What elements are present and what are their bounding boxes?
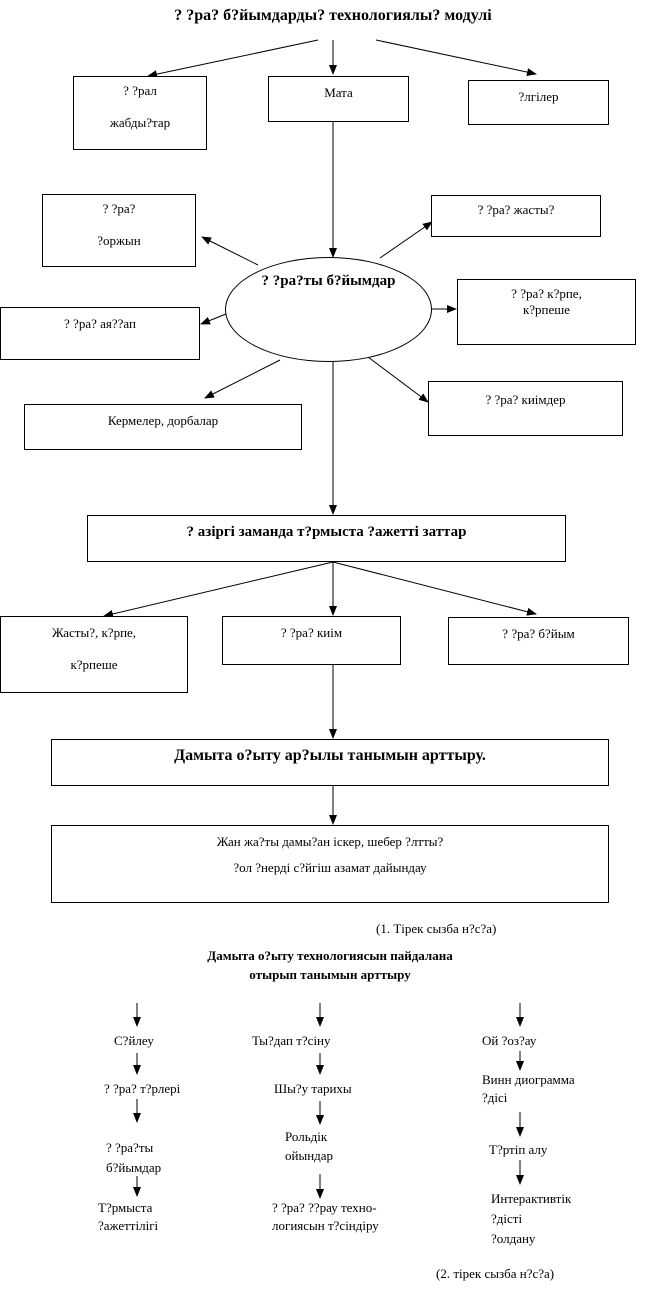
col2-listening: Ты?дап т?сіну (252, 1033, 331, 1048)
cushions-line-1: Жасты?, к?рпе, (51, 625, 137, 640)
patchwork-clothing-box: ? ?ра? киім (222, 616, 401, 665)
col1-types: ? ?ра? т?рлері (104, 1081, 181, 1096)
heading-2-line-1: Дамыта о?ыту технологиясын пайдалана (207, 948, 453, 963)
col3-order: Т?ртіп алу (489, 1142, 548, 1157)
col1-items-2: б?йымдар (106, 1160, 162, 1175)
blanket-line-2: к?рпеше (522, 302, 571, 317)
caption-1: (1. Тірек сызба н?с?а) (376, 921, 497, 936)
developmental-learning-box: Дамыта о?ыту ар?ылы танымын арттыру. (51, 739, 609, 786)
blanket-line-1: ? ?ра? к?рпе, (511, 286, 582, 301)
cushions-box (0, 616, 188, 693)
modern-items-box: ? азіргі заманда т?рмыста ?ажетті заттар (87, 515, 566, 562)
col3-venn-1: Винн диограмма (482, 1072, 575, 1087)
col1-needs-2: ?ажеттілігі (98, 1218, 159, 1233)
arrow-center-to-left1 (202, 237, 258, 265)
center-line-2: б?йымдар (326, 273, 396, 289)
col1-needs-1: Т?рмыста (98, 1200, 153, 1215)
col1-speaking: С?йлеу (114, 1033, 154, 1048)
goal-line-1: Жан жа?ты дамы?ан іскер, шебер ?лтты? (216, 834, 444, 849)
col1-items-1: ? ?ра?ты (106, 1140, 154, 1155)
col3-venn-2: ?дісі (482, 1090, 508, 1105)
arrow-middle-to-right (333, 562, 536, 614)
bag-line-1: ? ?ра? (102, 201, 136, 216)
fabric-box: Мата (268, 76, 409, 122)
center-node (225, 257, 432, 362)
col2-history: Шы?у тарихы (274, 1081, 352, 1096)
col3-interactive-1: Интерактивтік (491, 1191, 572, 1206)
col2-roleplay-2: ойындар (285, 1148, 334, 1163)
patchwork-item-box: ? ?ра? б?йым (448, 617, 629, 665)
arrow-center-to-right1 (380, 222, 432, 258)
goal-line-2: ?ол ?нерді с?йгіш азамат дайындау (233, 860, 427, 875)
bag-line-2: ?оржын (97, 233, 141, 248)
arrow-center-to-left3 (205, 360, 280, 398)
caption-2: (2. тірек сызба н?с?а) (436, 1266, 555, 1281)
arrow-title-to-tools (148, 40, 318, 76)
cushions-line-2: к?рпеше (70, 657, 118, 672)
diagram-title: ? ?ра? б?йымдарды? технологиялы? модулі (174, 7, 492, 24)
center-line-1: ? ?ра?ты (261, 273, 323, 289)
col3-thinking: Ой ?оз?ау (482, 1033, 537, 1048)
tools-line-1: ? ?рал (123, 83, 157, 98)
patterns-box: ?лгілер (468, 80, 609, 125)
arrow-center-to-right3 (368, 357, 428, 402)
arrow-title-to-patterns (376, 40, 536, 74)
bag-box (42, 194, 196, 267)
col3-interactive-3: ?олдану (491, 1231, 536, 1246)
col2-technology-1: ? ?ра? ??рау техно- (272, 1200, 377, 1215)
col2-technology-2: логиясын т?сіндіру (272, 1218, 379, 1233)
arrow-center-to-left2 (201, 314, 226, 324)
footwear-box: ? ?ра? ая??ап (0, 307, 200, 360)
col2-roleplay-1: Рольдік (285, 1129, 328, 1144)
tools-box (73, 76, 207, 150)
arrow-middle-to-left (104, 562, 333, 616)
heading-2-line-2: отырып танымын арттыру (249, 967, 411, 982)
curtains-box: Кермелер, дорбалар (24, 404, 302, 450)
pillow-box: ? ?ра? жасты? (431, 195, 601, 237)
goal-box (51, 825, 609, 903)
blanket-box (457, 279, 636, 345)
clothes-box: ? ?ра? киімдер (428, 381, 623, 436)
tools-line-2: жабды?тар (109, 115, 171, 130)
col3-interactive-2: ?дісті (491, 1211, 523, 1226)
